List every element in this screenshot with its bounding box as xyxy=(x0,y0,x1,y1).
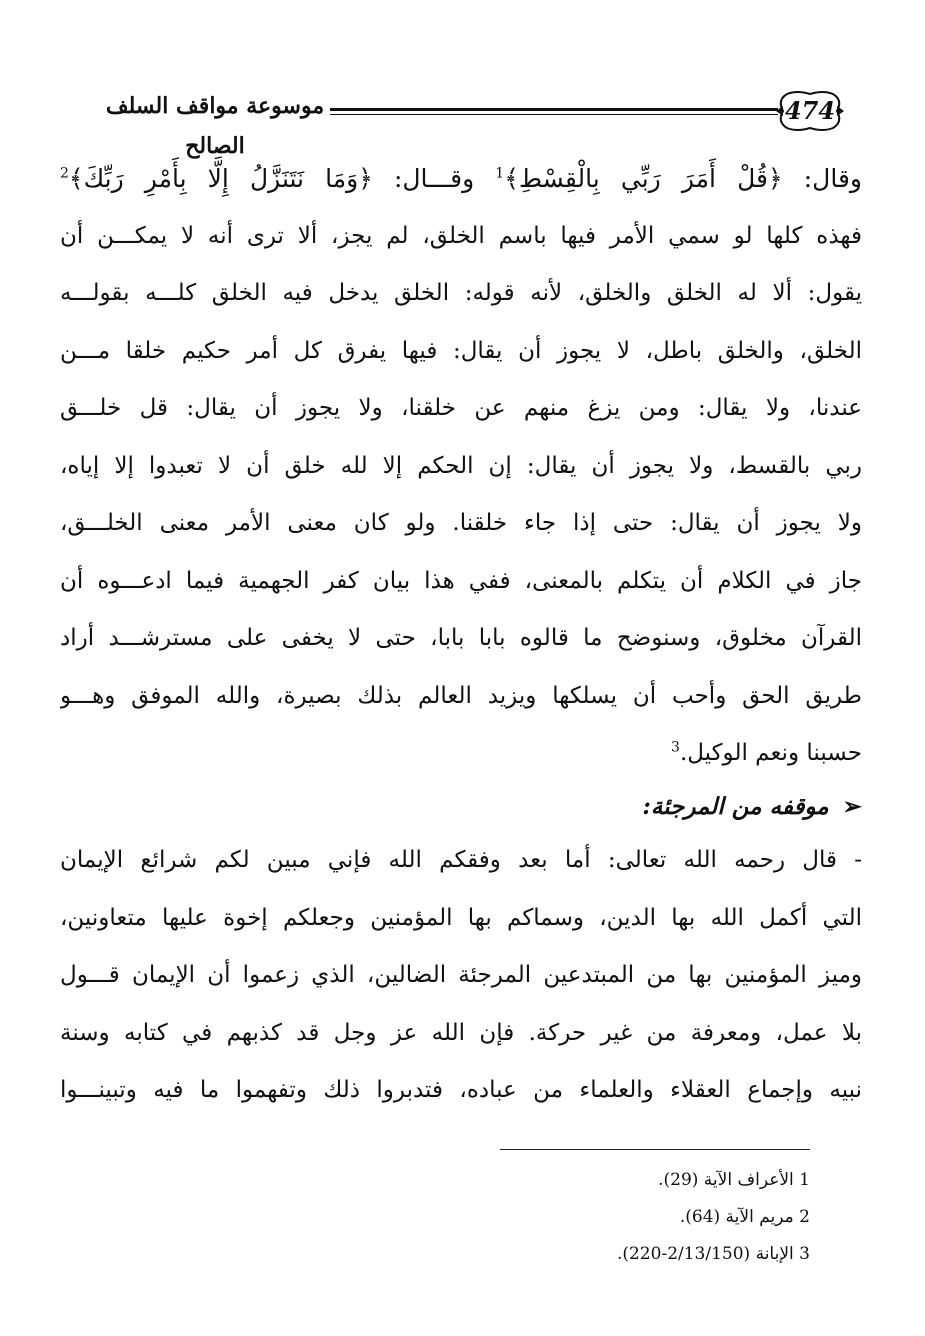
text-line: عندنا، ولا يقال: ومن يزغ منهم عن خلقنا، ولا يجوز أن يقال: قل خلـــق xyxy=(60,395,862,421)
text-line: القرآن مخلوق، وسنوضح ما قالوه بابا بابا، حتى لا يخفى على مسترشـــد أراد xyxy=(60,625,862,651)
footnote-text: الأعراف الآية (29). xyxy=(658,1170,794,1190)
paragraph-2 xyxy=(60,832,862,1120)
footnote-number: 1 xyxy=(799,1170,810,1190)
footnote-item xyxy=(500,1199,810,1236)
paragraph-1 xyxy=(60,150,862,783)
text-line: طريق الحق وأحب أن يسلكها ويزيد العالم بذلك بصيرة، والله الموفق وهـــو xyxy=(60,682,862,709)
page-header xyxy=(40,82,870,159)
text-line: ولا يجوز أن يقال: حتى إذا جاء خلقنا. ولو كان معنى الأمر معنى الخلـــق، xyxy=(60,510,862,536)
book-title: موسوعة مواقف السلف الصالح xyxy=(105,93,325,159)
footnote-text: الإبانة (2/13/150-220). xyxy=(616,1244,794,1264)
text-line: - قال رحمه الله تعالى: أما بعد وفقكم الله فإني مبين لكم شرائع الإيمان xyxy=(60,847,862,873)
text-line: التي أكمل الله بها الدين، وسماكم بها المؤمنين وجعلكم إخوة عليها متعاونين، xyxy=(60,904,862,931)
page-number-badge xyxy=(775,88,845,134)
footnote-separator xyxy=(500,1149,810,1150)
footnote-ref-2: 2 xyxy=(60,165,69,182)
arrow-bullet-icon: ➢ xyxy=(842,793,862,820)
footnote-number: 2 xyxy=(799,1207,810,1227)
footnote-ref-1: 1 xyxy=(495,165,505,182)
text-line: نبيه وإجماع العقلاء والعلماء من عباده، فتدبروا ذلك وتفهموا ما فيه وتبينـــوا xyxy=(60,1077,862,1103)
section-heading xyxy=(60,780,862,834)
footnote-ref-3: 3 xyxy=(671,739,680,756)
section-heading-text: موقفه من المرجئة: xyxy=(642,793,829,820)
footnote-text: مريم الآية (64). xyxy=(679,1207,794,1227)
text-line: جاز في الكلام أن يتكلم بالمعنى، ففي هذا بيان كفر الجهمية فيما ادعـــوه أن xyxy=(60,567,862,594)
text-line: حسبنا ونعم الوكيل.$^3$ xyxy=(671,739,862,766)
footnotes xyxy=(500,1162,810,1273)
footnote-item xyxy=(500,1162,810,1199)
text-line: ربي بالقسط، ولا يجوز أن يقال: إن الحكم إلا لله خلق أن لا تعبدوا إلا إياه، xyxy=(60,452,862,479)
header-rule xyxy=(330,108,778,111)
header-rule-thin xyxy=(330,114,778,115)
page-number: 474 xyxy=(784,96,836,125)
text-line: وقال: ﴿قُلْ أَمَرَ رَبِّي بِالْقِسْطِ﴾$^1$ وقـــال: ﴿وَمَا نَتَنَزَّلُ إِلَّا بِأَمْرِ رَبِّكَ﴾$^2$ xyxy=(60,164,862,193)
text-line: فهذه كلها لو سمي الأمر فيها باسم الخلق، لم يجز، ألا ترى أنه لا يمكـــن أن xyxy=(60,222,862,249)
text-line: الخلق، والخلق باطل، لا يجوز أن يقال: فيها يفرق كل أمر حكيم خلقا مـــن xyxy=(60,337,862,364)
text-line: يقول: ألا له الخلق والخلق، لأنه قوله: الخلق يدخل فيه الخلق كلـــه بقولـــه xyxy=(60,280,862,306)
footnote-item xyxy=(500,1236,810,1273)
text-line: بلا عمل، ومعرفة من غير حركة. فإن الله عز وجل قد كذبهم في كتابه وسنة xyxy=(60,1019,862,1046)
footnote-number: 3 xyxy=(799,1244,810,1264)
text-line: وميز المؤمنين بها من المبتدعين المرجئة الضالين، الذي زعموا أن الإيمان قـــول xyxy=(60,962,862,988)
